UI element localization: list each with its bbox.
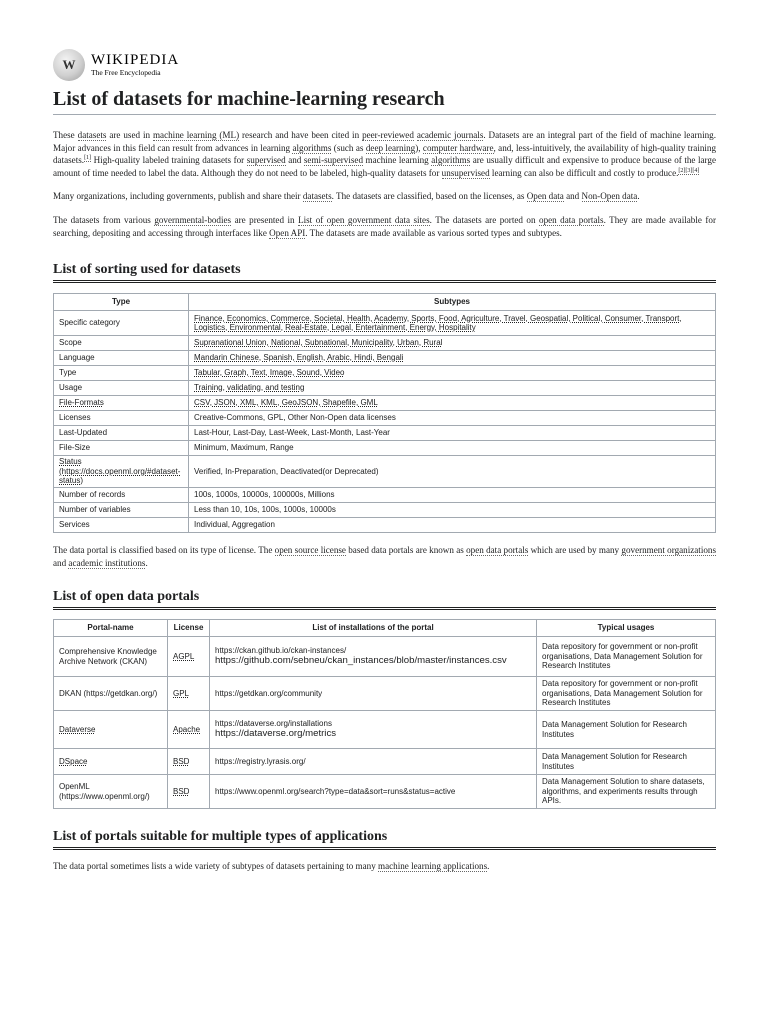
installation-link[interactable]: https://www.openml.org/search?type=data&sort=runs&status=active bbox=[215, 786, 456, 796]
site-header bbox=[53, 48, 716, 82]
table-row bbox=[54, 381, 716, 396]
subtypes-cell[interactable]: Mandarin Chinese, Spanish, English, Arabic, Hindi, Bengali bbox=[189, 351, 716, 366]
type-cell: Number of variables bbox=[54, 502, 189, 517]
link-open-data-portals[interactable]: open data portals bbox=[539, 214, 604, 225]
subtypes-cell: Verified, In-Preparation, Deactivated(or Deprecated) bbox=[189, 456, 716, 488]
link-algorithms-2[interactable]: algorithms bbox=[431, 155, 471, 166]
table-row bbox=[54, 775, 716, 809]
license-cell[interactable]: BSD bbox=[168, 749, 210, 775]
type-cell-status-link[interactable]: Status (https://docs.openml.org/#dataset-status) bbox=[54, 456, 189, 488]
multi-application-paragraph: The data portal sometimes lists a wide variety of subtypes of datasets pertaining to many machine learning applications. bbox=[53, 861, 490, 872]
intro-paragraph-3: The datasets from various governmental-bodies are presented in List of open government data sites. The datasets are ported on open data portals. They are made available for searching, depositing and accessing through interfaces like Open API. The datasets are made available as various sorted types and subtypes. bbox=[53, 214, 716, 238]
link-academic-journals[interactable]: academic journals bbox=[416, 130, 484, 140]
table-row bbox=[54, 711, 716, 749]
table-row bbox=[54, 517, 716, 532]
subtypes-cell: Last-Hour, Last-Day, Last-Week, Last-Month, Last-Year bbox=[189, 426, 716, 441]
column-header-typical-usages: Typical usages bbox=[537, 620, 716, 637]
table-row bbox=[54, 456, 716, 488]
table-header-row bbox=[54, 294, 716, 311]
link-open-government-data-sites[interactable]: List of open government data sites bbox=[298, 214, 430, 225]
usage-cell: Data Management Solution for Research Institutes bbox=[537, 711, 716, 749]
license-cell[interactable]: GPL bbox=[168, 677, 210, 711]
table-row bbox=[54, 311, 716, 336]
installation-link[interactable]: https://registry.lyrasis.org/ bbox=[215, 756, 306, 766]
usage-cell: Data Management Solution to share datasets, algorithms, and experiments results through APIs. bbox=[537, 775, 716, 809]
installation-link[interactable]: https://github.com/sebneu/ckan_instances/blob/master/instances.csv bbox=[215, 655, 507, 667]
section-heading-multi-application-portals: List of portals suitable for multiple types of applications bbox=[53, 828, 716, 850]
table-row bbox=[54, 749, 716, 775]
subtypes-cell[interactable]: Creative-Commons, GPL, Other Non-Open data licenses bbox=[189, 411, 716, 426]
subtypes-cell[interactable]: Training, validating, and testing bbox=[189, 381, 716, 396]
installations-cell bbox=[210, 637, 537, 677]
link-peer-reviewed[interactable]: peer-reviewed bbox=[362, 130, 414, 140]
link-algorithms[interactable]: algorithms bbox=[292, 142, 332, 153]
type-cell: Number of records bbox=[54, 487, 189, 502]
link-semi-supervised[interactable]: semi-supervised bbox=[303, 155, 363, 166]
link-unsupervised[interactable]: unsupervised bbox=[441, 167, 490, 178]
citation-2-3-4[interactable]: [2][3][4] bbox=[678, 167, 700, 174]
link-supervised[interactable]: supervised bbox=[246, 155, 286, 166]
type-cell: Scope bbox=[54, 336, 189, 351]
installations-cell bbox=[210, 677, 537, 711]
subtypes-cell: 100s, 1000s, 10000s, 100000s, Millions bbox=[189, 487, 716, 502]
section-heading-open-data-portals: List of open data portals bbox=[53, 588, 716, 610]
article bbox=[53, 48, 716, 873]
table-row bbox=[54, 426, 716, 441]
license-cell[interactable]: AGPL bbox=[168, 637, 210, 677]
link-governmental-bodies[interactable]: governmental-bodies bbox=[154, 214, 232, 225]
table-row bbox=[54, 637, 716, 677]
link-academic-institutions[interactable]: academic institutions bbox=[68, 557, 146, 568]
column-header-type: Type bbox=[54, 294, 189, 311]
subtypes-cell: Individual, Aggregation bbox=[189, 517, 716, 532]
table-row bbox=[54, 677, 716, 711]
link-government-organizations[interactable]: government organizations bbox=[621, 544, 716, 555]
subtypes-cell: Minimum, Maximum, Range bbox=[189, 441, 716, 456]
table-row bbox=[54, 396, 716, 411]
portal-name-cell[interactable]: Dataverse bbox=[54, 711, 168, 749]
type-cell: Language bbox=[54, 351, 189, 366]
usage-cell: Data repository for government or non-profit organisations, Data Management Solution for Research Institutes bbox=[537, 637, 716, 677]
usage-cell: Data repository for government or non-profit organisations, Data Management Solution for Research Institutes bbox=[537, 677, 716, 711]
portal-name-cell[interactable]: OpenML (https://www.openml.org/) bbox=[54, 775, 168, 809]
link-non-open-data[interactable]: Non-Open data bbox=[581, 191, 638, 202]
table-row bbox=[54, 411, 716, 426]
type-cell: Last-Updated bbox=[54, 426, 189, 441]
table-row bbox=[54, 366, 716, 381]
license-cell[interactable]: BSD bbox=[168, 775, 210, 809]
table-header-row bbox=[54, 620, 716, 637]
sorting-table bbox=[53, 293, 716, 533]
usage-cell: Data Management Solution for Research Institutes bbox=[537, 749, 716, 775]
type-cell: Specific category bbox=[54, 311, 189, 336]
link-open-data-portals-2[interactable]: open data portals bbox=[466, 544, 529, 555]
link-computer-hardware[interactable]: computer hardware bbox=[422, 142, 494, 153]
installations-cell bbox=[210, 749, 537, 775]
link-machine-learning-applications[interactable]: machine learning applications bbox=[378, 861, 488, 872]
installations-cell bbox=[210, 711, 537, 749]
installation-link[interactable]: https://dataverse.org/metrics bbox=[215, 728, 337, 740]
type-cell: File-Size bbox=[54, 441, 189, 456]
portal-name-cell: Comprehensive Knowledge Archive Network (CKAN) bbox=[54, 637, 168, 677]
link-datasets[interactable]: datasets bbox=[77, 130, 107, 140]
open-data-portals-table bbox=[53, 619, 716, 809]
link-open-source-license[interactable]: open source license bbox=[274, 544, 346, 555]
subtypes-cell: Less than 10, 10s, 100s, 1000s, 10000s bbox=[189, 502, 716, 517]
section-heading-sorting: List of sorting used for datasets bbox=[53, 261, 716, 283]
installation-link[interactable]: https://ckan.github.io/ckan-instances/ bbox=[215, 645, 347, 655]
citation-1[interactable]: [1] bbox=[84, 155, 92, 162]
intro-paragraph-2: Many organizations, including governments, publish and share their datasets. The datasets are classified, based on the licenses, as Open data and Non-Open data. bbox=[53, 191, 640, 202]
tagline-text: The Free Encyclopedia bbox=[91, 68, 161, 78]
subtypes-cell[interactable]: Finance, Economics, Commerce, Societal, Health, Academy, Sports, Food, Agriculture, Travel, Geospatial, Political, Consumer, Transport, Logistics, Environmental, Real-Estate, Legal, Entertainment, Energy, Hospitality bbox=[189, 311, 716, 336]
link-datasets-2[interactable]: datasets bbox=[302, 191, 332, 202]
license-cell[interactable]: Apache bbox=[168, 711, 210, 749]
column-header-portal-name: Portal-name bbox=[54, 620, 168, 637]
link-open-data[interactable]: Open data bbox=[526, 191, 564, 202]
subtypes-cell[interactable]: Supranational Union, National, Subnational, Municipality, Urban, Rural bbox=[189, 336, 716, 351]
column-header-subtypes: Subtypes bbox=[189, 294, 716, 311]
wordmark-text: WIKIPEDIA bbox=[91, 52, 180, 69]
portal-name-cell[interactable]: DKAN (https://getdkan.org/) bbox=[54, 677, 168, 711]
type-cell[interactable]: File-Formats bbox=[54, 396, 189, 411]
type-cell: Usage bbox=[54, 381, 189, 396]
page-title: List of datasets for machine-learning research bbox=[53, 86, 716, 115]
installation-link[interactable]: https://getdkan.org/community bbox=[215, 688, 323, 698]
subtypes-cell[interactable]: Tabular, Graph, Text, Image, Sound, Video bbox=[189, 366, 716, 381]
table-row bbox=[54, 351, 716, 366]
table-row bbox=[54, 487, 716, 502]
table-row bbox=[54, 502, 716, 517]
portal-classification-paragraph: The data portal is classified based on its type of license. The open source license based data portals are known as open data portals which are used by many government organizations and academic institutions. bbox=[53, 544, 716, 568]
type-cell: Services bbox=[54, 517, 189, 532]
table-row bbox=[54, 336, 716, 351]
link-deep-learning[interactable]: deep learning bbox=[365, 142, 416, 153]
wikipedia-globe-logo-icon[interactable]: W bbox=[53, 49, 85, 81]
table-row bbox=[54, 441, 716, 456]
column-header-installations: List of installations of the portal bbox=[210, 620, 537, 637]
portal-name-cell[interactable]: DSpace bbox=[54, 749, 168, 775]
intro-paragraph-1: These datasets are used in machine learning (ML) research and have been cited in peer-reviewed academic journals. Datasets are an integral part of the field of machine learning. Major advances in this field can result from advances in learning algorithms (such as deep learning), computer hardware, and, less-intuitively, the availability of high-quality training datasets.[1] High-quality labeled training datasets for supervised and semi-supervised machine learning algorithms are usually difficult and expensive to produce because of the large amount of time needed to label the data. Although they do not need to be labeled, high-quality datasets for unsupervised learning can also be difficult and costly to produce.[2][3][4] bbox=[53, 130, 717, 178]
installations-cell bbox=[210, 775, 537, 809]
installation-link[interactable]: https://dataverse.org/installations bbox=[215, 718, 332, 728]
link-machine-learning[interactable]: machine learning (ML) bbox=[152, 130, 240, 140]
wikipedia-wordmark[interactable] bbox=[91, 53, 179, 77]
subtypes-cell[interactable]: CSV, JSON, XML, KML, GeoJSON, Shapefile, GML bbox=[189, 396, 716, 411]
column-header-license: License bbox=[168, 620, 210, 637]
link-open-api[interactable]: Open API bbox=[269, 227, 306, 238]
type-cell: Type bbox=[54, 366, 189, 381]
type-cell: Licenses bbox=[54, 411, 189, 426]
